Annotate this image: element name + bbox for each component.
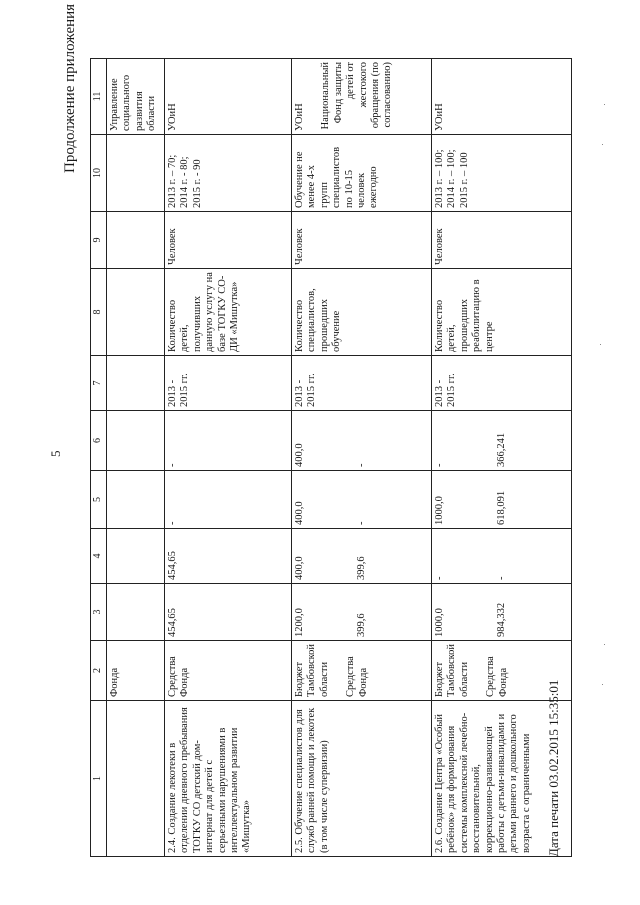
column-number: 6 — [91, 410, 107, 470]
total-cell: 454,65 — [165, 583, 292, 640]
column-number: 11 — [91, 58, 107, 134]
value-budget: 1000,0 — [434, 608, 445, 637]
source-fund: Средства Фонда — [485, 656, 509, 697]
table-cell — [107, 470, 165, 528]
target-cell: 2013 г. – 70; 2014 г. - 80; 2015 г. - 90 — [165, 134, 292, 211]
table-row — [292, 58, 432, 856]
indicator-cell: Количество детей, получивших данную услугу на базе ТОГКУ СО-ДИ «Мишутка» — [165, 268, 292, 355]
indicator-cell: Количество детей, прошедших реабилитацию в центре — [432, 268, 572, 355]
value-budget: 400,0 — [294, 556, 305, 580]
total-cell — [292, 583, 432, 640]
table-cell — [107, 134, 165, 211]
year-2014-cell — [292, 470, 432, 528]
year-2013-cell — [292, 528, 432, 583]
column-number: 4 — [91, 528, 107, 583]
value-budget: - — [434, 463, 445, 467]
value-budget: 1200,0 — [294, 608, 305, 637]
table-cell — [107, 583, 165, 640]
total-cell — [432, 583, 572, 640]
source-cell: Средства Фонда — [165, 640, 292, 700]
appendix-label: Продолжение приложения — [62, 3, 78, 173]
value-budget: 400,0 — [294, 501, 305, 525]
year-2013-cell — [432, 528, 572, 583]
year-2014-cell — [432, 470, 572, 528]
measure-note: (в том числе супервизии) — [318, 740, 330, 853]
table-cell — [107, 355, 165, 410]
responsible-cell: УОиН — [432, 58, 572, 134]
target-cell: 2013 г. – 100; 2014 г. – 100; 2015 г. – 100 — [432, 134, 572, 211]
responsible-cell: УОиН — [165, 58, 292, 134]
print-date: Дата печати 03.02.2015 15:35:01 — [546, 679, 561, 857]
column-number: 8 — [91, 268, 107, 355]
period-cell: 2013 - 2015 гг. — [165, 355, 292, 410]
table-cell — [107, 701, 165, 857]
continuation-row — [107, 58, 165, 856]
program-table — [90, 58, 572, 857]
column-number: 10 — [91, 134, 107, 211]
unit-cell: Человек — [292, 211, 432, 268]
year-2015-cell — [292, 410, 432, 470]
responsible-main: УОиН — [294, 103, 305, 131]
table-cell-responsible: Управление социального развития области — [107, 58, 165, 134]
year-2013-cell: 454,65 — [165, 528, 292, 583]
source-budget: Бюджет Тамбовской области — [294, 643, 330, 697]
measure-text: 2.5. Обучение специалистов для служб ранней помощи и лекотек — [294, 707, 318, 853]
responsible-partner: Национальный Фонд защиты детей от жестокого обращения (по согласованию) — [320, 61, 394, 130]
year-2014-cell: - — [165, 470, 292, 528]
table-cell — [107, 268, 165, 355]
column-number: 1 — [91, 701, 107, 857]
column-number: 9 — [91, 211, 107, 268]
table-cell — [107, 410, 165, 470]
value-budget: - — [434, 576, 445, 580]
column-number: 5 — [91, 470, 107, 528]
year-2015-cell — [432, 410, 572, 470]
page-number: 5 — [48, 450, 63, 457]
table-cell-source: Фонда — [107, 640, 165, 700]
source-fund: Средства Фонда — [345, 656, 369, 697]
value-budget: 1000,0 — [434, 496, 445, 525]
value-budget: 400,0 — [294, 443, 305, 467]
measure-cell — [292, 701, 432, 857]
column-number-row — [91, 58, 107, 856]
column-number: 2 — [91, 640, 107, 700]
value-fund: 399,6 — [356, 556, 368, 580]
period-cell: 2013 - 2015 гг. — [432, 355, 572, 410]
value-fund: 366,241 — [496, 432, 508, 467]
source-budget: Бюджет Тамбовской области — [434, 643, 470, 697]
measure-cell: 2.6. Создание Центра «Особый ребёнок» для формирования системы комплексной лечебно-восстановительной, коррекционно-развивающей работы с детьми-инвалидами и детьми раннего и дошкольного возраста с ограниченными — [432, 701, 572, 857]
value-fund: - — [496, 576, 508, 580]
value-fund: 399,6 — [356, 613, 368, 637]
column-number: 3 — [91, 583, 107, 640]
table-cell — [107, 211, 165, 268]
unit-cell: Человек — [432, 211, 572, 268]
value-fund: - — [356, 463, 368, 467]
responsible-cell — [292, 58, 432, 134]
period-cell: 2013 - 2015 гг. — [292, 355, 432, 410]
value-fund: 984,332 — [496, 602, 508, 637]
year-2015-cell: - — [165, 410, 292, 470]
indicator-cell: Количество специалистов, прошедших обучение — [292, 268, 432, 355]
measure-cell: 2.4. Создание лекотеки в отделении дневного пребывания ТОГКУ СО детский дом- интернат для детей с серьезными нарушениями в интеллектуальном развитии «Мишутка» — [165, 701, 292, 857]
table-row — [165, 58, 292, 856]
value-fund: 618,091 — [496, 490, 508, 525]
value-fund: - — [356, 521, 368, 525]
column-number: 7 — [91, 355, 107, 410]
source-cell — [292, 640, 432, 700]
target-cell: Обучение не менее 4-х групп специалистов по 10-15 человек ежегодно — [292, 134, 432, 211]
table-cell — [107, 528, 165, 583]
unit-cell: Человек — [165, 211, 292, 268]
